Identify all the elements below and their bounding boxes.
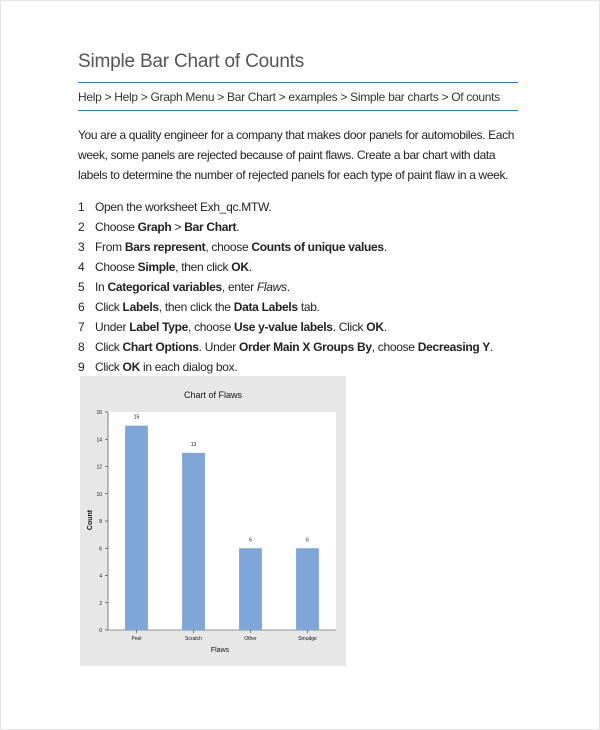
step-text [95,357,237,377]
step-text-part: . [286,280,290,294]
step-text-part: From [95,240,125,254]
breadcrumb-rule [78,110,518,111]
step-number: 7 [78,320,85,334]
step-text-part: Choose [95,220,138,234]
bar [239,548,262,630]
step-text [95,337,493,357]
x-tick-label: Other [244,636,257,642]
step-text [95,317,387,337]
bar [125,426,148,630]
step-item [78,217,518,237]
y-tick-label: 0 [99,628,102,634]
step-text-part: OK [231,260,249,274]
step-text-part: Data Labels [233,300,298,314]
step-text-part: OK [122,360,140,374]
step-text-part: . Click [332,320,367,334]
y-tick-label: 2 [99,600,102,607]
step-text-part: In [95,280,108,294]
breadcrumb: Help > Help > Graph Menu > Bar Chart > examples > Simple bar charts > Of counts [78,90,500,104]
data-label: 6 [306,537,309,544]
step-text-part: in each dialog box. [139,360,238,374]
step-text-part: , enter [221,280,257,294]
step-number: 8 [78,340,85,354]
y-tick-label: 8 [99,519,102,525]
step-item [78,297,518,317]
intro-paragraph: You are a quality engineer for a company that makes door panels for automobiles. Each week, some panels are rejected because of paint flaws. Create a bar chart with data labels to determine the number of rejected panels for each type of paint flaw in a week. [78,128,515,182]
x-axis-label: Flaws [210,647,230,654]
x-tick-label: Scratch [185,636,202,642]
step-number: 9 [78,360,85,374]
step-text-part: Open the worksheet Exh_qc.MTW. [95,200,272,214]
bar [182,453,205,630]
data-label: 6 [249,537,252,544]
step-text-part: Label Type [129,320,189,334]
page-title: Simple Bar Chart of Counts [78,51,305,72]
y-tick-label: 16 [96,410,102,416]
step-text-part: tab. [297,300,320,314]
bar [296,548,319,630]
step-text-part: . [248,260,252,274]
step-text-part: Counts of unique values [251,240,384,254]
step-text-part: . [383,320,387,334]
data-label: 15 [133,414,140,421]
step-number: 4 [78,260,85,274]
x-tick-label: Smudge [298,636,317,642]
step-text-part: Bars represent [124,240,206,254]
y-tick-label: 12 [96,464,102,471]
step-text-part: , choose [371,340,418,354]
step-number: 6 [78,300,85,314]
step-item [78,337,518,357]
step-text-part: . Under [198,340,239,354]
step-text-part: > [171,220,185,234]
step-number: 2 [78,220,85,234]
step-text-part: Click [95,300,123,314]
step-number: 1 [78,200,85,214]
step-text [95,257,252,277]
y-tick-label: 14 [96,437,102,444]
step-item [78,257,518,277]
step-number: 5 [78,280,85,294]
step-text [95,237,387,257]
y-tick-label: 4 [99,573,102,580]
step-item [78,197,518,217]
step-item [78,357,518,377]
step-text-part: . [383,240,387,254]
step-text [95,297,320,317]
chart-title: Chart of Flaws [183,390,243,400]
bar-chart [80,376,346,666]
data-label: 13 [190,441,197,448]
steps-list [78,197,518,377]
step-text-part: Decreasing Y [417,340,490,354]
step-text [95,197,271,217]
chart-panel [80,376,346,666]
step-text-part: Bar Chart [184,220,237,234]
step-text-part: Labels [122,300,159,314]
step-text [95,217,239,237]
step-text-part: , then click [175,260,232,274]
step-text-part: , then click the [158,300,234,314]
y-tick-label: 6 [99,546,102,553]
x-tick-label: Peel [131,636,142,642]
step-text-part: . [489,340,493,354]
y-axis-label: Count [87,509,94,531]
step-text-part: Click [95,340,123,354]
step-text-part: , choose [188,320,235,334]
step-text-part: Categorical variables [107,280,222,294]
step-item [78,237,518,257]
step-text-part: Graph [137,220,172,234]
step-item [78,317,518,337]
step-text-part: OK [366,320,384,334]
y-tick-label: 10 [96,491,102,498]
step-text-part: Chart Options [122,340,199,354]
step-text-part: Flaws [256,280,287,294]
step-text-part: . [236,220,240,234]
step-number: 3 [78,240,85,254]
step-text-part: Click [95,360,123,374]
step-text-part: , choose [205,240,252,254]
document [78,50,518,377]
step-text-part: Use y-value labels [234,320,333,334]
step-text-part: Under [95,320,130,334]
step-text-part: Simple [137,260,176,274]
step-item [78,277,518,297]
step-text-part: Choose [95,260,138,274]
step-text-part: Order Main X Groups By [238,340,372,354]
step-text [95,277,290,297]
